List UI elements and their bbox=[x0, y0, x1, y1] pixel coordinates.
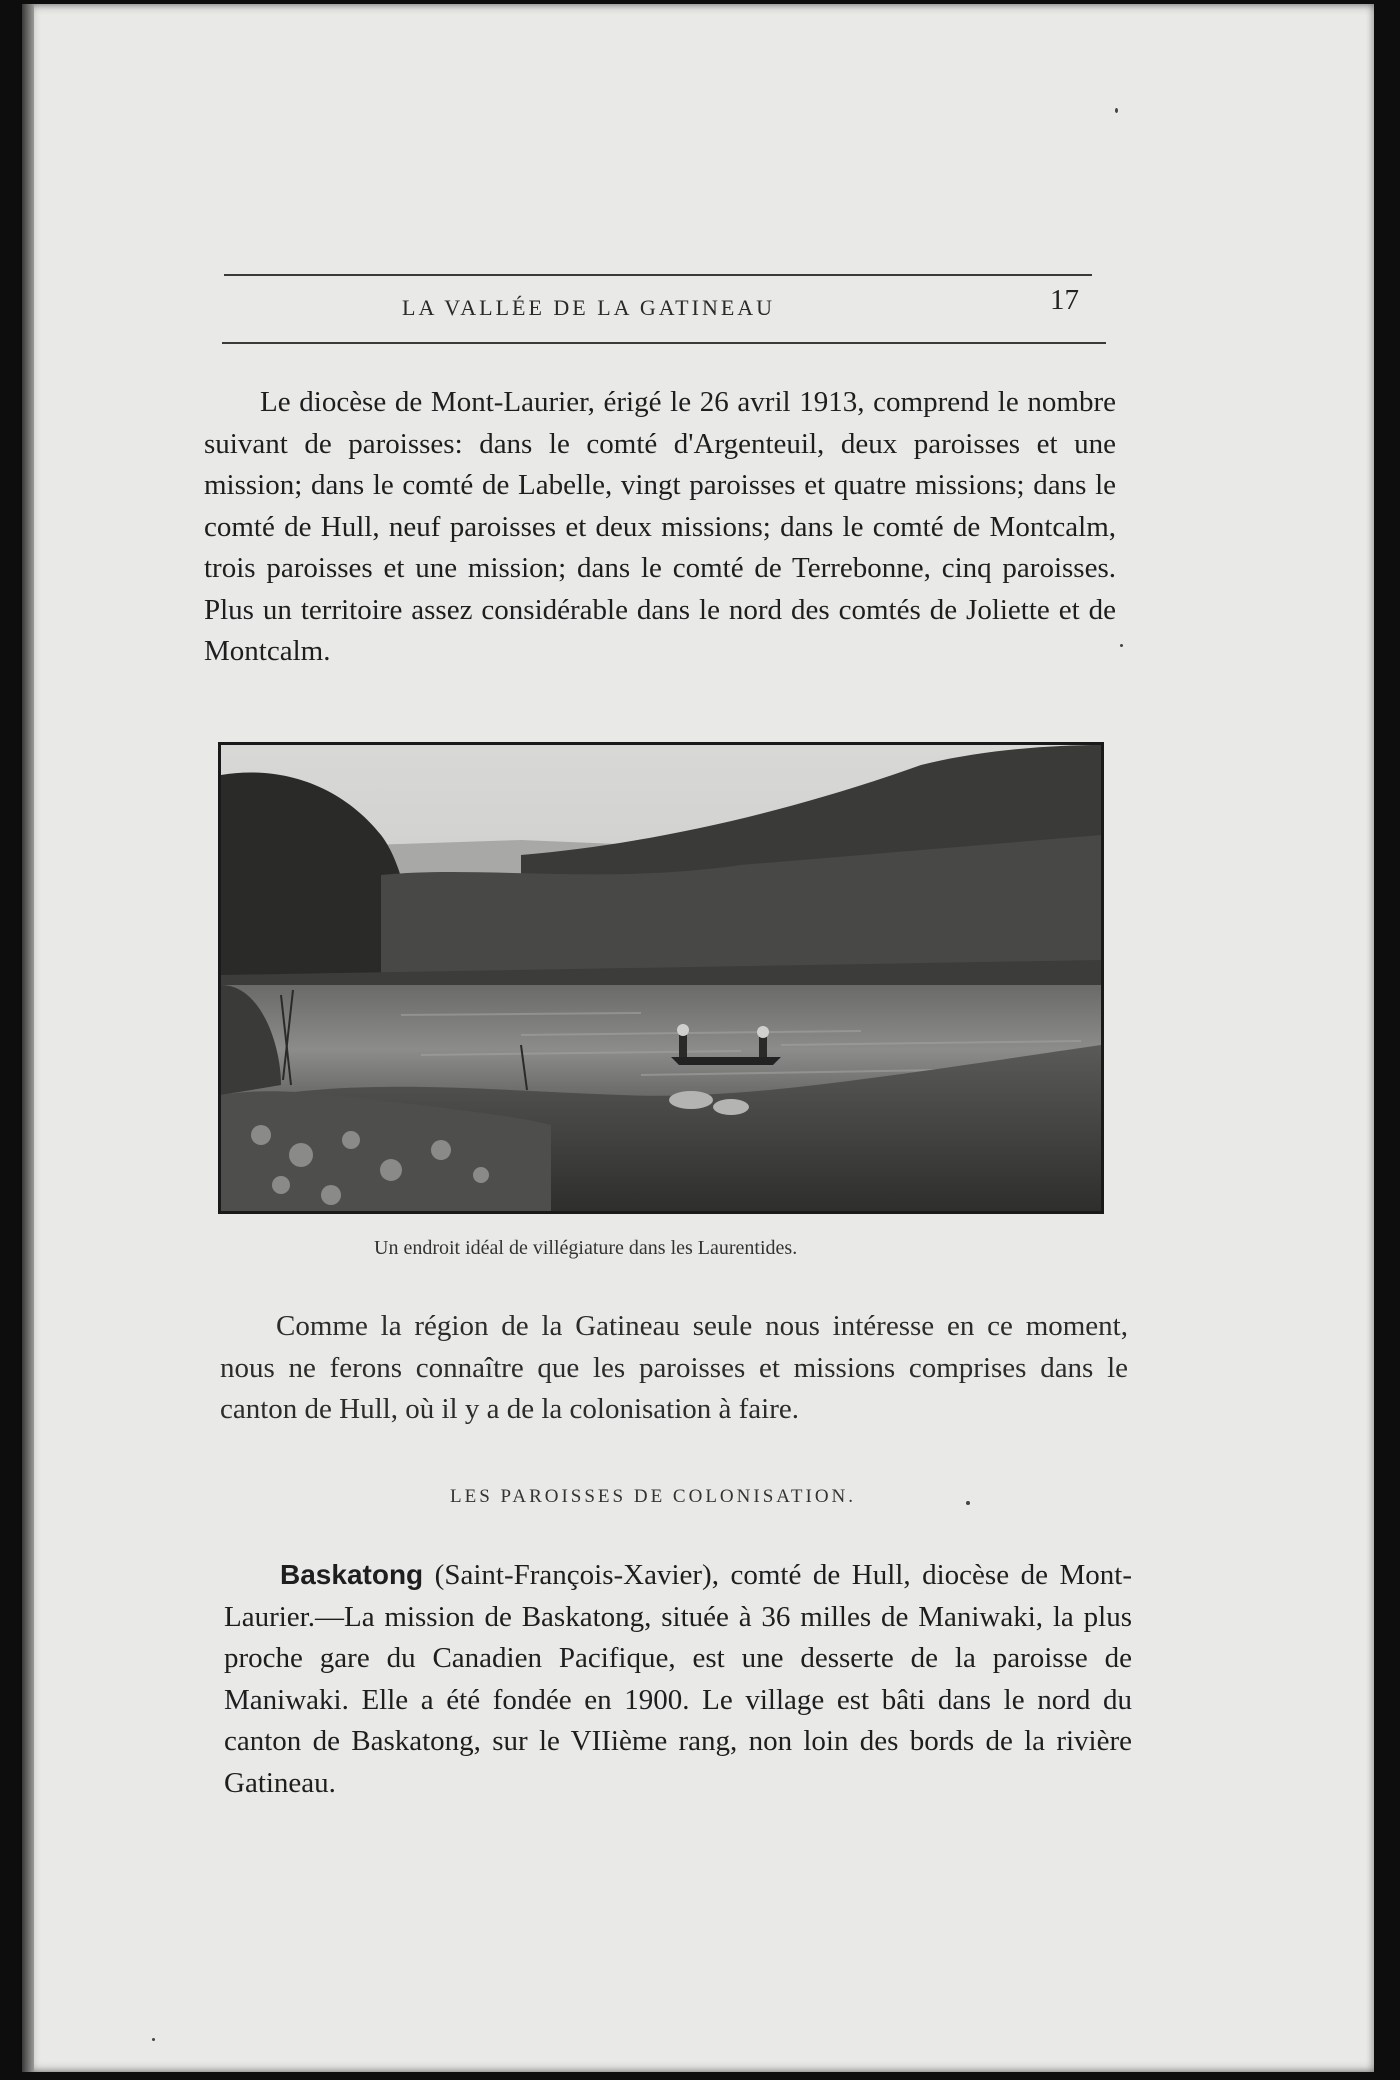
paragraph-diocese-text: Le diocèse de Mont-Laurier, érigé le 26 avril 1913, comprend le nombre suivant de paroisses: dans le comté d'Argenteuil, deux paroisses et une mission; dans le comté de Labelle, vingt paroisses et quatre missions; dans le comté de Hull, neuf paroisses et deux missions; dans le comté de Montcalm, trois paroisses et une mission; dans le comté de Terrebonne, cinq paroisses. Plus un territoire assez considérable dans le nord des comtés de Joliette et de Montcalm. bbox=[204, 386, 1116, 667]
page-number: 17 bbox=[1050, 284, 1079, 316]
paper-speck bbox=[1120, 644, 1123, 647]
running-title: LA VALLÉE DE LA GATINEAU bbox=[402, 295, 776, 320]
paragraph-baskatong-text: (Saint-François-Xavier), comté de Hull, diocèse de Mont-Laurier.—La mission de Baskatong, située à 36 milles de Maniwaki, la plus proche gare du Canadien Pacifique, est une desserte de la paroisse de Maniwaki. Elle a été fondée en 1900. Le village est bâti dans le nord du canton de Baskatong, sur le VIIième rang, non loin des bords de la rivière Gatineau. bbox=[224, 1559, 1132, 1799]
entry-term-baskatong: Baskatong bbox=[280, 1559, 424, 1590]
header-rule-bottom bbox=[222, 342, 1106, 344]
book-page bbox=[22, 4, 1374, 2072]
paper-speck bbox=[152, 2038, 155, 2041]
paper-speck bbox=[966, 1501, 970, 1505]
section-heading: LES PAROISSES DE COLONISATION. bbox=[450, 1486, 857, 1507]
book-spine-shadow bbox=[22, 4, 34, 2072]
lake-landscape-image bbox=[221, 745, 1101, 1211]
paragraph-gatineau-region bbox=[220, 1306, 1128, 1431]
paragraph-baskatong bbox=[224, 1554, 1132, 1804]
lake-photograph bbox=[218, 742, 1104, 1214]
paragraph-gatineau-text: Comme la région de la Gatineau seule nous intéresse en ce moment, nous ne ferons connaître que les paroisses et missions comprises dans le canton de Hull, où il y a de la colonisation à faire. bbox=[220, 1310, 1128, 1425]
paper-speck bbox=[1115, 108, 1118, 113]
photo-caption: Un endroit idéal de villégiature dans les Laurentides. bbox=[374, 1237, 798, 1259]
header-rule-top bbox=[224, 274, 1092, 276]
paragraph-diocese bbox=[204, 382, 1116, 673]
